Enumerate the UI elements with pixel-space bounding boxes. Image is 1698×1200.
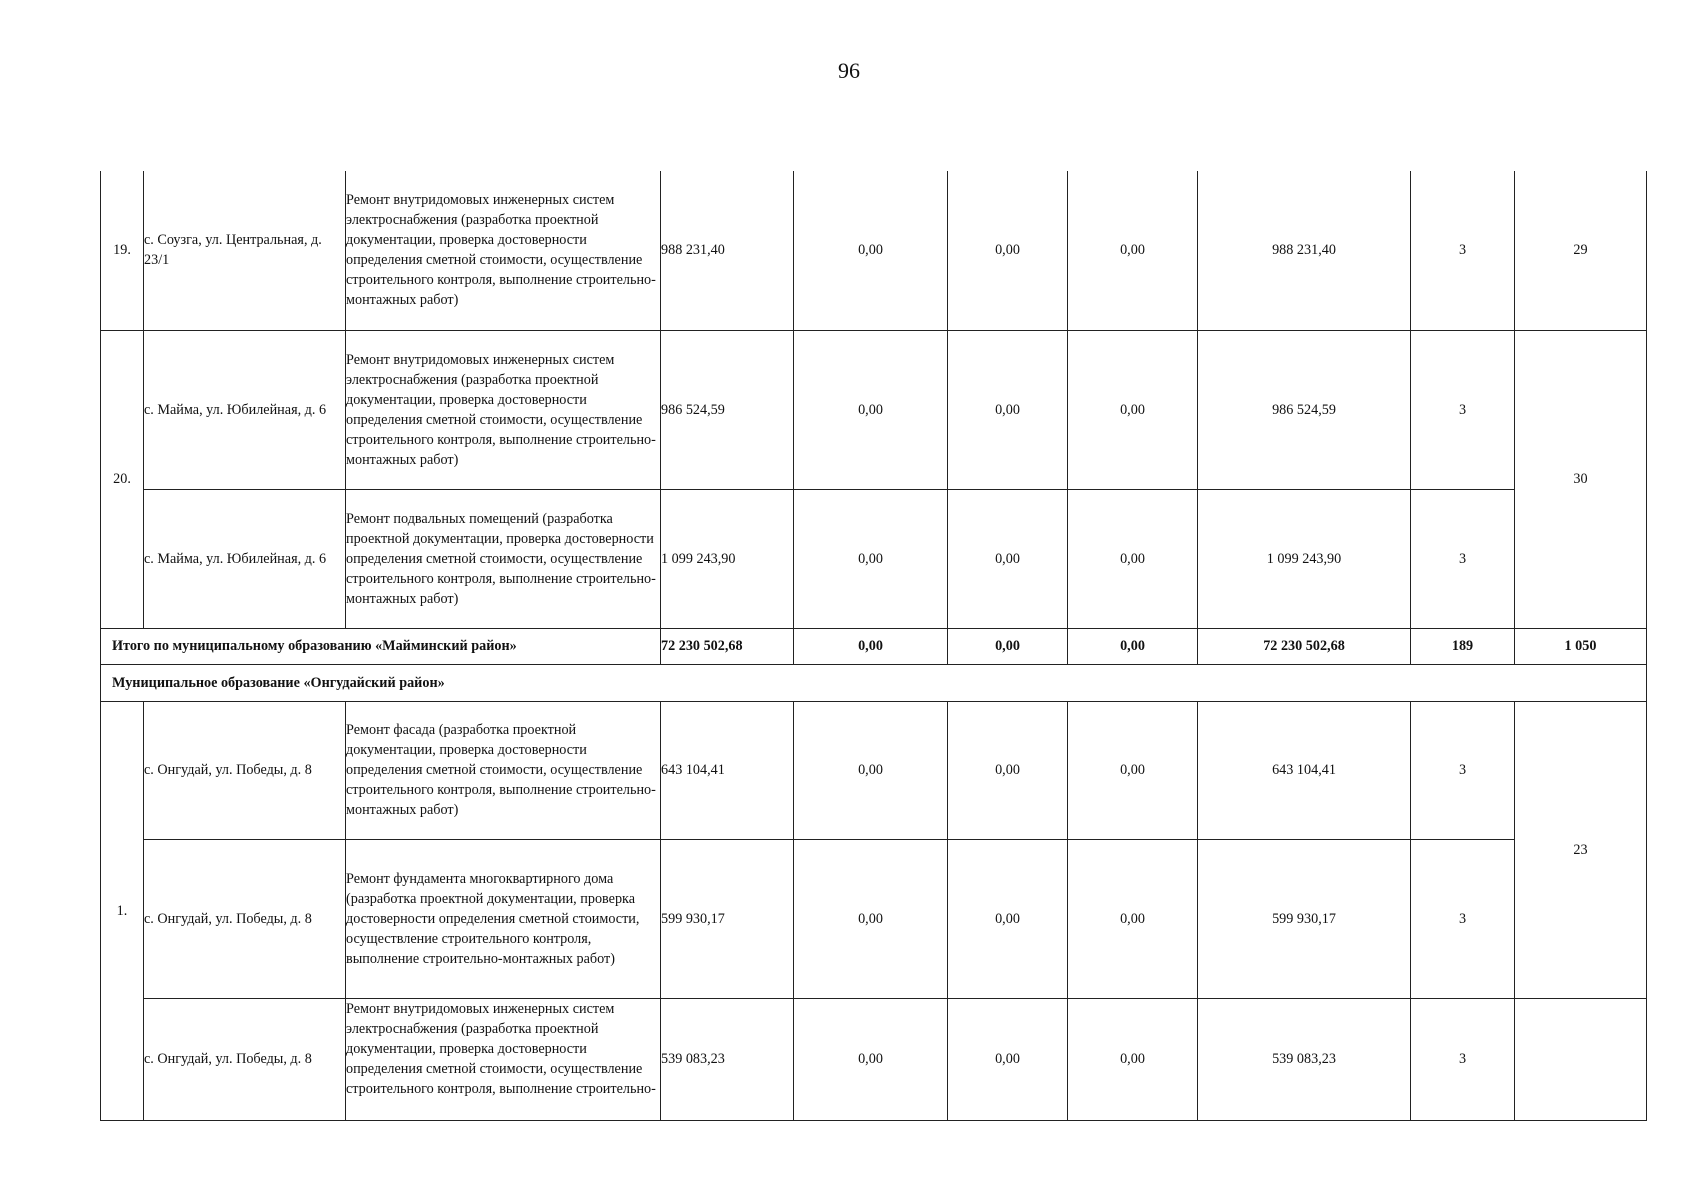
row-period: 3 xyxy=(1411,171,1515,330)
row-owners-funds: 599 930,17 xyxy=(1198,839,1411,998)
row-value: 0,00 xyxy=(794,998,948,1120)
table-row xyxy=(101,701,1647,839)
table-row xyxy=(101,839,1647,998)
row-work-description: Ремонт внутридомовых инженерных систем электроснабжения (разработка проектной документации, проверка достоверности определения сметной стоимости, осуществление строительного контроля, выполнение строительно- xyxy=(346,998,661,1120)
row-value: 0,00 xyxy=(794,330,948,489)
table-row xyxy=(101,330,1647,489)
row-total-cost: 599 930,17 xyxy=(661,839,794,998)
table-row xyxy=(101,998,1647,1120)
row-period: 3 xyxy=(1411,998,1515,1120)
row-value: 0,00 xyxy=(1068,489,1198,628)
subtotal-label: Итого по муниципальному образованию «Майминский район» xyxy=(101,628,661,664)
row-value: 0,00 xyxy=(794,701,948,839)
row-total-cost: 988 231,40 xyxy=(661,171,794,330)
row-number: 20. xyxy=(101,330,144,628)
row-value: 0,00 xyxy=(1068,171,1198,330)
row-work-description: Ремонт внутридомовых инженерных систем электроснабжения (разработка проектной документации, проверка достоверности определения сметной стоимости, осуществление строительного контроля, выполнение строительно-монтажных работ) xyxy=(346,171,661,330)
row-address: с. Майма, ул. Юбилейная, д. 6 xyxy=(144,330,346,489)
row-value: 0,00 xyxy=(794,489,948,628)
row-total-cost: 643 104,41 xyxy=(661,701,794,839)
row-value: 0,00 xyxy=(1068,839,1198,998)
row-work-description: Ремонт внутридомовых инженерных систем электроснабжения (разработка проектной документации, проверка достоверности определения сметной стоимости, осуществление строительного контроля, выполнение строительно-монтажных работ) xyxy=(346,330,661,489)
row-period: 3 xyxy=(1411,701,1515,839)
subtotal-total-cost: 72 230 502,68 xyxy=(661,628,794,664)
row-count: 29 xyxy=(1515,171,1647,330)
row-owners-funds: 986 524,59 xyxy=(1198,330,1411,489)
row-total-cost: 539 083,23 xyxy=(661,998,794,1120)
row-owners-funds: 643 104,41 xyxy=(1198,701,1411,839)
subtotal-value: 0,00 xyxy=(1068,628,1198,664)
row-value: 0,00 xyxy=(1068,330,1198,489)
row-work-description: Ремонт фундамента многоквартирного дома (разработка проектной документации, проверка достоверности определения сметной стоимости, осуществление строительного контроля, выполнение строительно-монтажных работ) xyxy=(346,839,661,998)
row-total-cost: 1 099 243,90 xyxy=(661,489,794,628)
row-number: 1. xyxy=(101,701,144,1120)
section-title: Муниципальное образование «Онгудайский район» xyxy=(101,664,1647,701)
row-owners-funds: 1 099 243,90 xyxy=(1198,489,1411,628)
page-number: 96 xyxy=(838,58,860,83)
row-count-empty xyxy=(1515,998,1647,1120)
subtotal-row xyxy=(101,628,1647,664)
row-period: 3 xyxy=(1411,489,1515,628)
row-value: 0,00 xyxy=(1068,998,1198,1120)
row-value: 0,00 xyxy=(948,171,1068,330)
row-value: 0,00 xyxy=(948,998,1068,1120)
row-value: 0,00 xyxy=(794,839,948,998)
row-number: 19. xyxy=(101,171,144,330)
subtotal-value: 0,00 xyxy=(794,628,948,664)
row-owners-funds: 988 231,40 xyxy=(1198,171,1411,330)
row-work-description: Ремонт фасада (разработка проектной документации, проверка достоверности определения сметной стоимости, осуществление строительного контроля, выполнение строительно-монтажных работ) xyxy=(346,701,661,839)
subtotal-period: 189 xyxy=(1411,628,1515,664)
row-address: с. Онгудай, ул. Победы, д. 8 xyxy=(144,701,346,839)
row-value: 0,00 xyxy=(794,171,948,330)
row-owners-funds: 539 083,23 xyxy=(1198,998,1411,1120)
row-address: с. Онгудай, ул. Победы, д. 8 xyxy=(144,998,346,1120)
table-row xyxy=(101,489,1647,628)
row-count: 30 xyxy=(1515,330,1647,628)
row-count: 23 xyxy=(1515,701,1647,998)
row-total-cost: 986 524,59 xyxy=(661,330,794,489)
section-header-row xyxy=(101,664,1647,701)
works-table xyxy=(100,171,1647,1121)
row-address: с. Соузга, ул. Центральная, д. 23/1 xyxy=(144,171,346,330)
subtotal-count: 1 050 xyxy=(1515,628,1647,664)
row-work-description: Ремонт подвальных помещений (разработка проектной документации, проверка достоверности определения сметной стоимости, осуществление строительного контроля, выполнение строительно-монтажных работ) xyxy=(346,489,661,628)
row-address: с. Майма, ул. Юбилейная, д. 6 xyxy=(144,489,346,628)
row-period: 3 xyxy=(1411,839,1515,998)
subtotal-value: 0,00 xyxy=(948,628,1068,664)
row-value: 0,00 xyxy=(948,489,1068,628)
row-period: 3 xyxy=(1411,330,1515,489)
subtotal-owners-funds: 72 230 502,68 xyxy=(1198,628,1411,664)
row-address: с. Онгудай, ул. Победы, д. 8 xyxy=(144,839,346,998)
table-row xyxy=(101,171,1647,330)
row-value: 0,00 xyxy=(948,839,1068,998)
row-value: 0,00 xyxy=(1068,701,1198,839)
row-value: 0,00 xyxy=(948,330,1068,489)
row-value: 0,00 xyxy=(948,701,1068,839)
